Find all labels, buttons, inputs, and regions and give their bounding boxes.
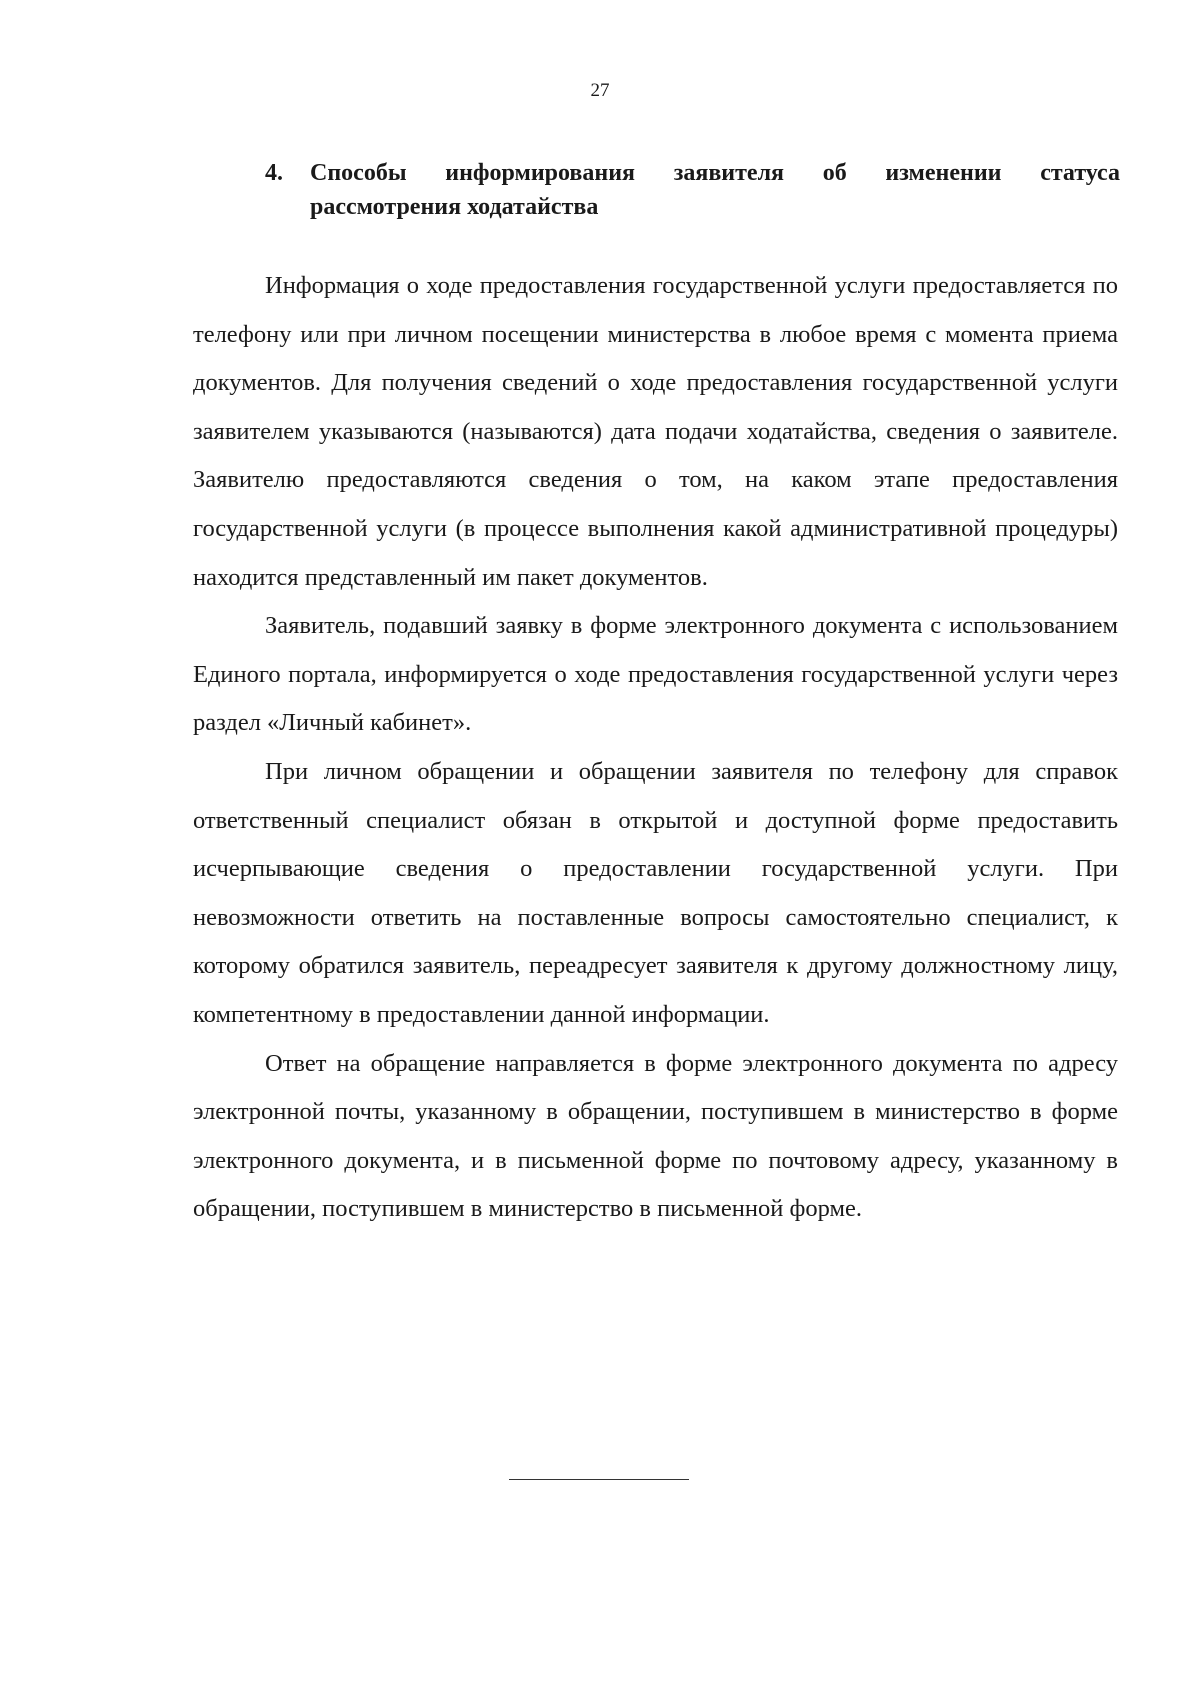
section-heading [265,156,1120,224]
page-number: 27 [590,80,610,101]
section-number: 4. [265,160,283,186]
document-body [193,262,1118,1234]
paragraph-3: При личном обращении и обращении заявителя по телефону для справок ответственный специалист обязан в открытой и доступной форме предоставить исчерпывающие сведения о предоставлении государственной услуги. При невозможности ответить на поставленные вопросы самостоятельно специалист, к которому обратился заявитель, переадресует заявителя к другому должностному лицу, компетентному в предоставлении данной информации. [193,757,1118,1028]
paragraph-2: Заявитель, подавший заявку в форме электронного документа с использованием Единого портала, информируется о ходе предоставления государственной услуги через раздел «Личный кабинет». [193,612,1118,737]
paragraph-4: Ответ на обращение направляется в форме электронного документа по адресу электронной почты, указанному в обращении, поступившем в министерство в форме электронного документа, и в письменной форме по почтовому адресу, указанному в обращении, поступившем в министерство в письменной форме. [193,1049,1118,1223]
paragraph-1: Информация о ходе предоставления государственной услуги предоставляется по телефону или при личном посещении министерства в любое время с момента приема документов. Для получения сведений о ходе предоставления государственной услуги заявителем указываются (называются) дата подачи ходатайства, сведения о заявителе. Заявителю предоставляются сведения о том, на каком этапе предоставления государственной услуги (в процессе выполнения какой административной процедуры) находится представленный им пакет документов. [193,272,1118,591]
heading-line-1 [265,156,1120,190]
section-title-line-1: Способы информирования заявителя об изменении статуса [310,160,1120,186]
section-title-line-2: рассмотрения ходатайства [310,194,599,220]
end-of-section-rule [509,1479,689,1480]
